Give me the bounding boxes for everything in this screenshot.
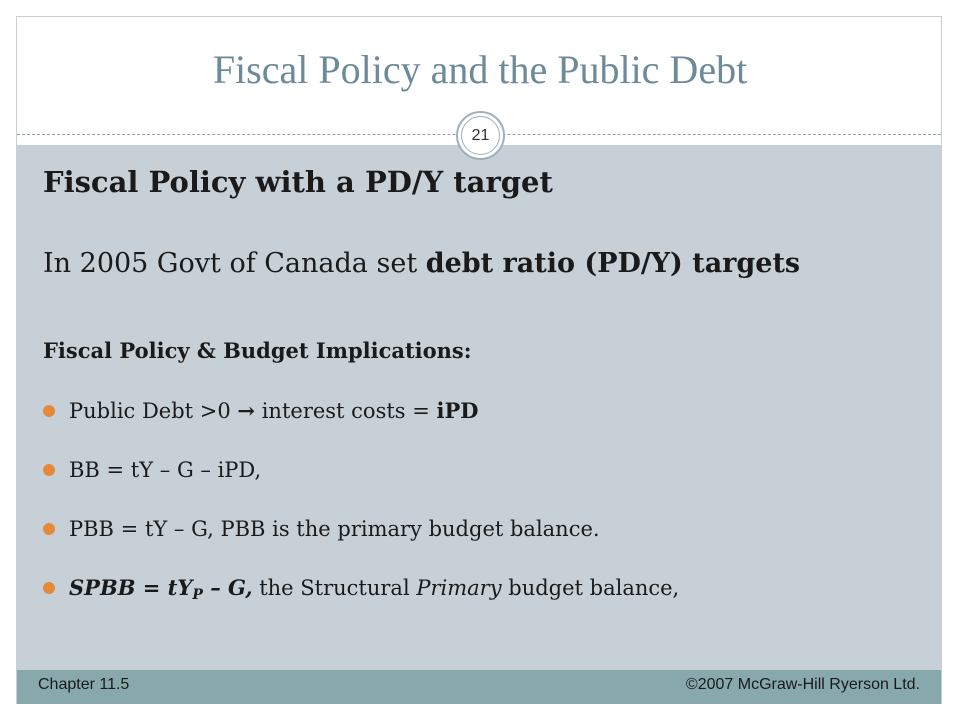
bullet-4-text-2: budget balance,: [501, 576, 680, 600]
bullet-dot-icon: [43, 582, 55, 594]
bullet-1-text: Public Debt >0: [69, 399, 238, 423]
bullet-item-1: [43, 398, 479, 423]
bullet-4-text-1: the Structural: [252, 576, 417, 600]
slide-title: Fiscal Policy and the Public Debt: [212, 47, 748, 92]
bullet-1-text2: interest costs =: [255, 399, 437, 423]
bullet-dot-icon: [43, 464, 55, 476]
arrow-icon: →: [237, 398, 256, 423]
intro-bold: debt ratio (PD/Y) targets: [425, 248, 801, 279]
footer-chapter: Chapter 11.5: [38, 676, 130, 693]
intro-prefix: In 2005 Govt of Canada set: [43, 248, 426, 279]
bullet-2-text: BB = tY – G – iPD,: [69, 458, 262, 482]
footer-copyright: ©2007 McGraw-Hill Ryerson Ltd.: [685, 676, 920, 693]
bullet-4-sub: P: [192, 587, 203, 603]
slide-heading: Fiscal Policy with a PD/Y target: [43, 165, 553, 199]
bullet-4-bold-2: – G,: [202, 575, 253, 600]
bullet-item-2: [43, 458, 261, 482]
bullet-4-italic: Primary: [416, 576, 502, 600]
bullet-4-bold-1: SPBB = tY: [69, 575, 193, 600]
bullet-dot-icon: [43, 523, 55, 535]
bullet-dot-icon: [43, 405, 55, 417]
bullet-1-bold: iPD: [436, 398, 479, 423]
page-number-badge: [456, 111, 505, 160]
page-number: 21: [471, 126, 490, 144]
bullet-item-3: [43, 517, 600, 541]
bullet-3-text: PBB = tY – G, PBB is the primary budget balance.: [69, 517, 600, 541]
subheading: Fiscal Policy & Budget Implications:: [43, 338, 472, 363]
bullet-item-4: [43, 575, 680, 603]
intro-line: [43, 248, 800, 279]
